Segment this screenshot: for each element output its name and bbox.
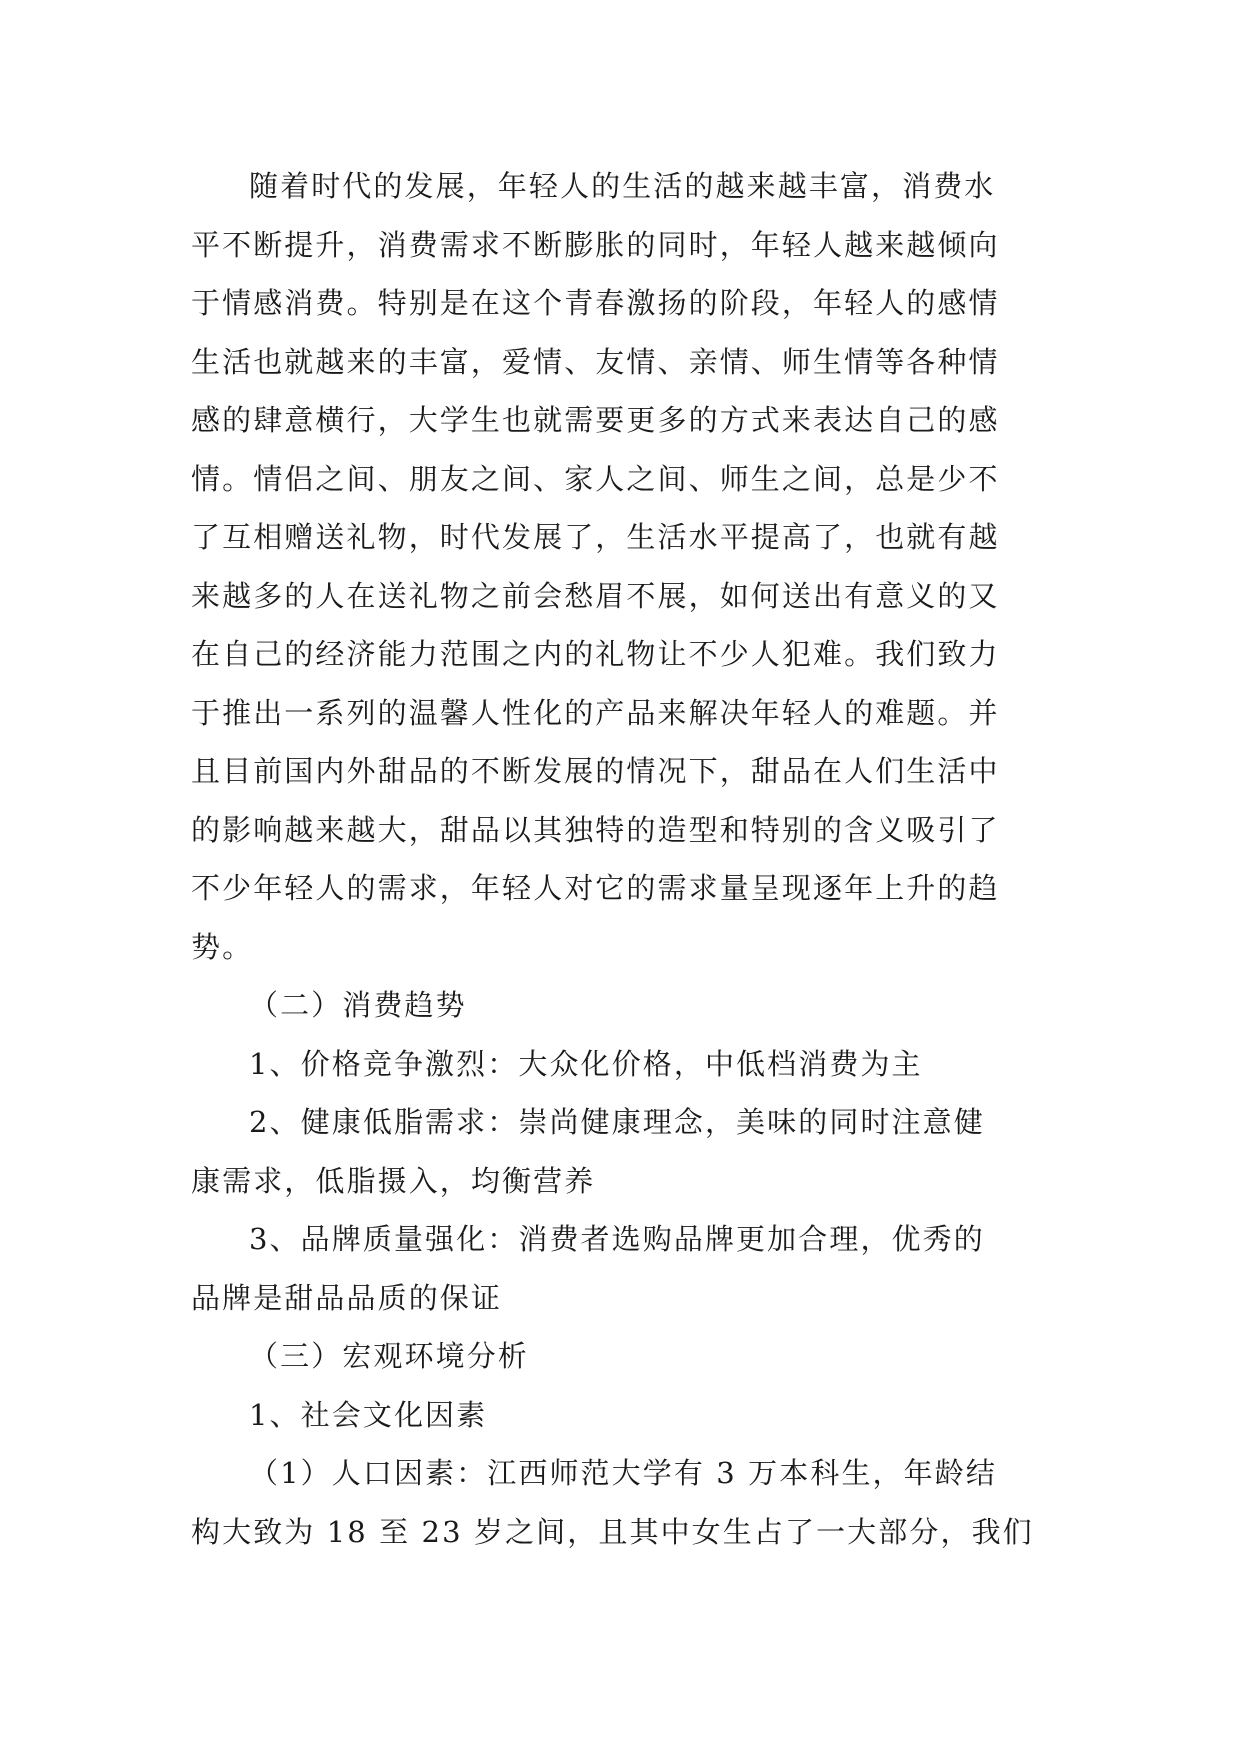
paragraph-line: 生活也就越来的丰富，爱情、友情、亲情、师生情等各种情 [191,344,1000,379]
paragraph-line: 的影响越来越大，甜品以其独特的造型和特别的含义吸引了 [191,812,1000,847]
list-item: 1、价格竞争激烈：大众化价格，中低档消费为主 [249,1046,923,1081]
list-item-continuation: 品牌是甜品品质的保证 [191,1280,503,1315]
list-item: 3、品牌质量强化：消费者选购品牌更加合理，优秀的 [249,1222,985,1256]
section-heading: （三）宏观环境分析 [249,1339,529,1373]
paragraph-line: 了互相赠送礼物，时代发展了，生活水平提高了，也就有越 [191,520,1000,554]
paragraph-line: 势。 [191,929,254,964]
paragraph-line: 于情感消费。特别是在这个青春激扬的阶段，年轻人的感情 [191,286,1000,320]
document-body [191,157,1061,1561]
paragraph-line: 构大致为 18 至 23 岁之间，且其中女生占了一大部分，我们 [191,1514,1034,1549]
paragraph-line: 情。情侣之间、朋友之间、家人之间、师生之间，总是少不 [191,461,1000,496]
paragraph-line: 且目前国内外甜品的不断发展的情况下，甜品在人们生活中 [191,754,1000,788]
paragraph-line: （1）人口因素：江西师范大学有 3 万本科生，年龄结 [249,1456,997,1490]
section-heading: （二）消费趋势 [249,988,467,1022]
subsection-heading: 1、社会文化因素 [249,1397,488,1432]
paragraph-line: 来越多的人在送礼物之前会愁眉不展，如何送出有意义的又 [191,578,1000,613]
paragraph-line: 在自己的经济能力范围之内的礼物让不少人犯难。我们致力 [191,637,1000,671]
list-item-continuation: 康需求，低脂摄入，均衡营养 [191,1163,596,1198]
paragraph-line: 平不断提升，消费需求不断膨胀的同时，年轻人越来越倾向 [191,227,1000,262]
paragraph-line: 不少年轻人的需求，年轻人对它的需求量呈现逐年上升的趋 [191,871,1000,905]
list-item: 2、健康低脂需求：崇尚健康理念，美味的同时注意健 [249,1105,985,1139]
paragraph-line: 随着时代的发展，年轻人的生活的越来越丰富，消费水 [249,169,996,203]
paragraph-line: 感的肆意横行，大学生也就需要更多的方式来表达自己的感 [191,403,1000,437]
paragraph-line: 于推出一系列的温馨人性化的产品来解决年轻人的难题。并 [191,695,1000,730]
